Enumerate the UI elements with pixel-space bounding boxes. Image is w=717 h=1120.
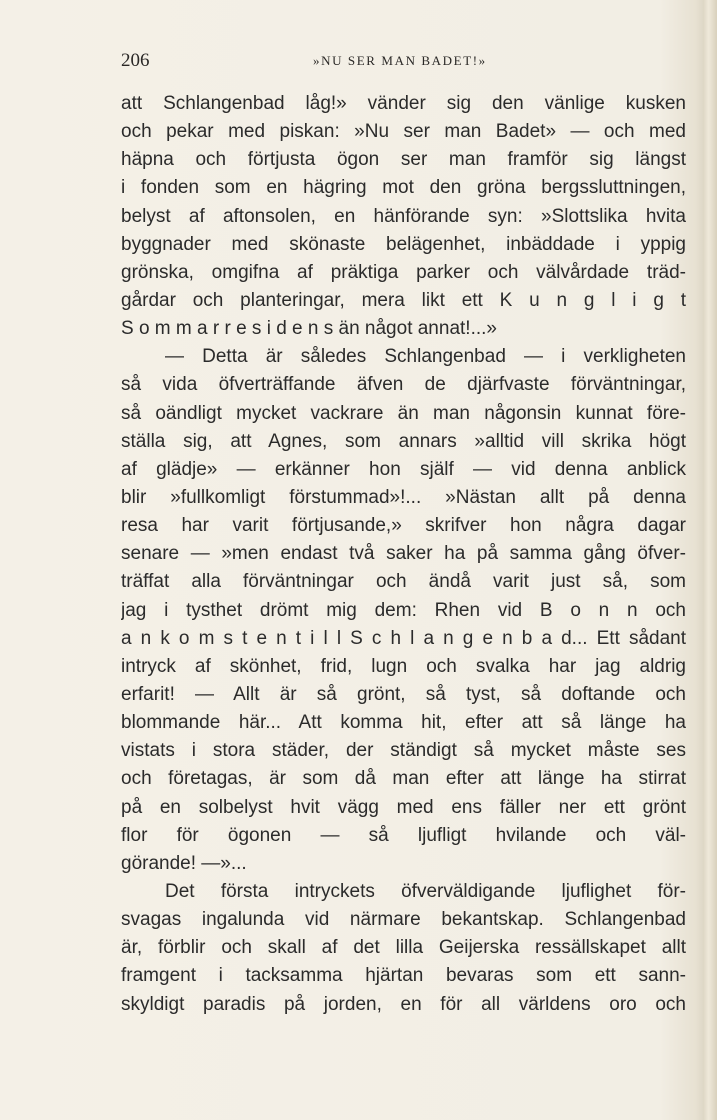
text-line: a n k o m s t e n t i l l S c h l a n g e n b a d... Ett sådant [121, 627, 686, 649]
text-line: byggnader med skönaste belägenhet, inbäddade i yppig [121, 233, 686, 255]
text-line: — Detta är således Schlangenbad — i verkligheten [165, 346, 686, 368]
text-line: senare — »men endast två saker ha på samma gång öfver- [121, 543, 686, 565]
text-line: träffat alla förväntningar och ändå varit just så, som [121, 571, 686, 593]
text-line: häpna och förtjusta ögon ser man framför sig längst [121, 149, 686, 171]
text-line: af glädje» — erkänner hon själf — vid denna anblick [121, 458, 686, 480]
text-line: S o m m a r r e s i d e n s än något annat!...» [121, 318, 497, 340]
page-header [121, 50, 686, 74]
text-line: skyldigt paradis på jorden, en för all världens oro och [121, 993, 686, 1015]
text-line: jag i tysthet drömt mig dem: Rhen vid B o n n och [121, 599, 686, 621]
text-line: erfarit! — Allt är så grönt, så tyst, så doftande och [121, 683, 686, 705]
text-line: grönska, omgifna af präktiga parker och välvårdade träd- [121, 261, 686, 283]
body-text [121, 90, 686, 1019]
text-line: Det första intryckets öfverväldigande ljuflighet för- [165, 880, 686, 902]
page-edge [703, 0, 717, 1120]
running-head: »NU SER MAN BADET!» [313, 53, 487, 68]
text-line: så vida öfverträffande äfven de djärfvaste förväntningar, [121, 374, 686, 396]
text-line: på en solbelyst hvit vägg med ens fäller ner ett grönt [121, 796, 686, 818]
text-line: i fonden som en hägring mot den gröna bergssluttningen, [121, 177, 686, 199]
text-line: vistats i stora städer, der ständigt så mycket måste ses [121, 740, 686, 762]
text-line: resa har varit förtjusande,» skrifver hon några dagar [121, 515, 686, 537]
text-line: att Schlangenbad låg!» vänder sig den vänlige kusken [121, 93, 686, 114]
text-line: blommande här... Att komma hit, efter att så länge ha [121, 712, 686, 734]
page-number: 206 [121, 50, 150, 71]
text-line: är, förblir och skall af det lilla Geijerska ressällskapet allt [121, 937, 686, 959]
text-line: så oändligt mycket vackrare än man någonsin kunnat före- [121, 402, 686, 424]
text-line: och företagas, är som då man efter att länge ha stirrat [121, 768, 686, 790]
text-line: intryck af skönhet, frid, lugn och svalka har jag aldrig [121, 655, 686, 677]
text-line: görande! —»... [121, 852, 247, 874]
text-line: framgent i tacksamma hjärtan bevaras som ett sann- [121, 965, 686, 987]
text-line: svagas ingalunda vid närmare bekantskap. Schlangenbad [121, 909, 686, 931]
text-line: flor för ögonen — så ljufligt hvilande och väl- [121, 824, 686, 846]
text-line: och pekar med piskan: »Nu ser man Badet» — och med [121, 121, 686, 143]
text-line: blir »fullkomligt förstummad»!... »Nästan allt på denna [121, 486, 686, 508]
text-line: belyst af aftonsolen, en hänförande syn: »Slottslika hvita [121, 205, 686, 227]
text-line: gårdar och planteringar, mera likt ett K u n g l i g t [121, 289, 686, 311]
text-line: ställa sig, att Agnes, som annars »alltid vill skrika högt [121, 430, 686, 452]
